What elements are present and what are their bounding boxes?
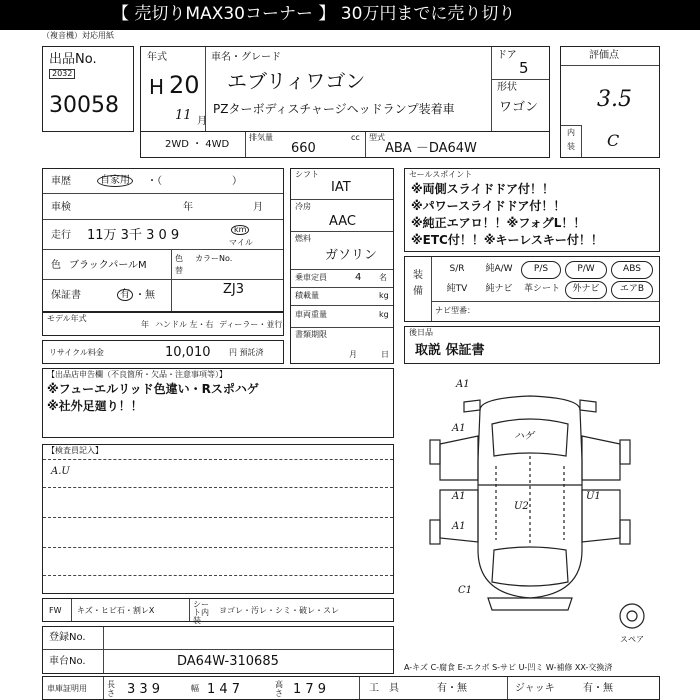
attachments-value: 取説 保証書 [415,343,485,358]
lot-number-box [42,46,134,132]
color-no: ZJ3 [223,282,245,297]
shift-value: IAT [331,180,351,195]
diagram-mark-7: A1 [452,521,466,532]
diagram-mark-6: U1 [586,491,601,502]
month-unit: 月 [197,116,207,127]
month: 11 [175,108,192,123]
model-code: ABA －DA64W [385,141,477,156]
history-rest: ・（ ） [147,176,242,187]
weight-unit: kg [379,310,389,319]
doors-label: ドア [497,50,517,61]
color-no-label: カラーNo. [195,254,233,263]
shift-label: シフト [295,170,319,179]
equip-aftermarket-navi: 外ナビ [565,281,607,299]
interior-label-1: 内 [567,128,575,137]
equip-alloy-wheels: 純A/W [485,264,513,274]
attachments-label: 後日品 [409,328,433,337]
model-year-label: モデル年式 [47,314,87,323]
capacity-value: 4 [355,272,362,283]
car-damage-diagram [400,370,660,630]
length: 3 3 9 [127,682,161,697]
equip-navi: 純ナビ [485,284,513,294]
top-note: （複音機）対応用紙 [42,31,114,40]
diagram-mark-1: A1 [456,379,470,390]
cc-unit: cc [351,133,360,142]
inspector-label: 【検査員記入】 [47,446,103,455]
sales-label: セールスポイント [409,170,473,179]
diagram-mark-4: A1 [452,491,466,502]
load-unit: kg [379,291,389,300]
sales-point-2: ※パワースライドドア付！！ [411,199,566,213]
equipment-box [404,256,660,322]
score: 3.5 [597,87,632,112]
sales-point-4: ※ETC付！！※キーレスキー付！！ [411,233,603,247]
car-name: エブリィワゴン [227,69,366,93]
body-label: 形状 [497,82,517,93]
chassis-value: DA64W-310685 [177,654,279,669]
vehicle-header-box [140,46,550,132]
fuel-value: ガソリン [325,248,378,263]
expiry-month: 月 [349,350,357,359]
navi-label: ナビ型番： [435,306,475,315]
cert-label: 車庫証明用 [47,684,87,693]
model-year-row [42,312,284,336]
recycle-value: 10,010 [165,345,211,360]
score-label: 評価点 [589,50,619,61]
equip-tv: 純TV [446,284,468,294]
mileage-label: 走行 [51,230,71,241]
lot-label: 出品No. [49,52,97,67]
warranty-yes: 有 [117,289,133,301]
interior: C [607,131,620,150]
fuel-label: 燃料 [295,234,311,243]
model-year-unit: 年 [141,320,149,329]
title-banner [0,0,700,30]
ac-value: AAC [329,214,356,229]
history-label: 車歴 [51,176,71,187]
diagram-mark-3: ハゲ [514,431,534,442]
left-panel [42,168,284,312]
year-label: 年式 [147,52,167,63]
lot-number: 30058 [49,93,119,118]
length-label: 長さ [107,680,115,698]
notes-header: 【出品店申告欄（不良箇所・欠品・注意事項等）】 [47,370,227,379]
equip-power-windows: P/W [565,261,607,279]
load-label: 積載量 [295,291,319,300]
width: 1 4 7 [207,682,241,697]
color-change-2: 替 [175,266,183,275]
displacement: 660 [291,141,316,156]
era: H [149,75,165,99]
model-grade-label: 車名・グレード [211,52,281,63]
displacement-label: 排気量 [249,133,273,142]
expiry-day: 日 [381,350,389,359]
mileage-value: 11万 3千 3 0 9 [87,228,180,243]
score-box [560,46,660,158]
fw-row [42,598,394,625]
color-label: 色 [51,260,61,271]
diagram-mark-5: U2 [514,501,529,512]
year: 20 [169,71,200,99]
sales-point-1: ※両側スライドドア付！！ [411,182,554,196]
drive: 2WD ・ 4WD [165,139,230,150]
fw-items: キズ・ヒビ石・割レX [77,606,155,615]
inspection-year: 年 [183,202,193,213]
model-code-label: 型式 [369,133,385,142]
inspection-label: 車検 [51,202,71,213]
equip-label-2: 備 [413,286,423,297]
equip-abs: ABS [611,261,653,279]
height-label: 高さ [275,680,283,698]
height: 1 7 9 [293,682,327,697]
reg-label: 登録No. [49,632,86,643]
fw-label: FW [49,606,62,615]
equip-sr: S/R [449,264,465,274]
expiry-label: 書類期限 [295,330,327,339]
footer-row [42,676,660,700]
jack-value: 有・無 [583,683,613,694]
interior-label-2: 装 [567,142,575,151]
dealer: ディーラー・並行 [219,320,283,329]
tools-value: 有・無 [437,683,467,694]
weight-label: 車両重量 [295,310,327,319]
seat-label: シート内装 [193,600,209,625]
recycle-row [42,340,284,364]
sales-points-box [404,168,660,252]
equip-label-1: 装 [413,270,423,281]
banner-text: 【 売切りMAX30コーナー 】 30万円までに売り切り [112,4,516,24]
color-value: ブラックパールM [69,260,147,271]
jack-label: ジャッキ [515,683,555,694]
handle: ハンドル 左・右 [155,320,214,329]
grade: PZターボディスチャージヘッドランプ装着車 [213,102,455,116]
capacity-unit: 名 [379,273,387,282]
seat-items: ヨゴレ・汚レ・シミ・破レ・スレ [219,606,339,615]
registration-box [42,626,394,674]
mileage-unit2: マイル [229,238,253,247]
middle-panel [290,168,394,364]
warranty-label: 保証書 [51,290,81,301]
inspection-month: 月 [253,202,263,213]
equip-power-steering: P/S [521,261,561,279]
body-type: ワゴン [499,100,539,115]
spec-row [140,131,550,158]
chassis-label: 車台No. [49,656,86,667]
diagram-mark-2: A1 [452,423,466,434]
sales-point-3: ※純正エアロ！！※フォグL！！ [411,216,586,230]
width-label: 幅 [191,684,199,693]
notes-line-1: ※フューエルリッド色違い・Rスポハゲ [47,382,259,396]
damage-legend: A-キズ C-腐食 E-エクボ S-サビ U-凹ミ W-補修 XX-交換済 [404,663,613,672]
tools-label: 工具 [369,683,409,694]
recycle-unit: 円 預託済 [229,348,264,357]
color-change-1: 色 [175,254,183,263]
recycle-label: リサイクル料金 [49,348,104,357]
inspector-note: A.U [51,466,70,477]
notes-line-2: ※社外足廻り！！ [47,399,143,413]
spare-label: スペア [620,635,644,644]
mileage-unit: km [231,225,249,235]
warranty-no: ・無 [135,290,155,301]
equip-airbag: エアB [611,281,653,299]
inspector-box [42,444,394,594]
history-value: 自家用 [97,175,133,187]
capacity-label: 乗車定員 [295,273,327,282]
attachments-box [404,326,660,364]
diagram-mark-8: C1 [458,585,473,596]
lot-badge: 2032 [49,69,75,79]
ac-label: 冷房 [295,202,311,211]
notes-box [42,368,394,438]
doors: 5 [519,59,529,77]
equip-leather: 革シート [523,284,560,294]
